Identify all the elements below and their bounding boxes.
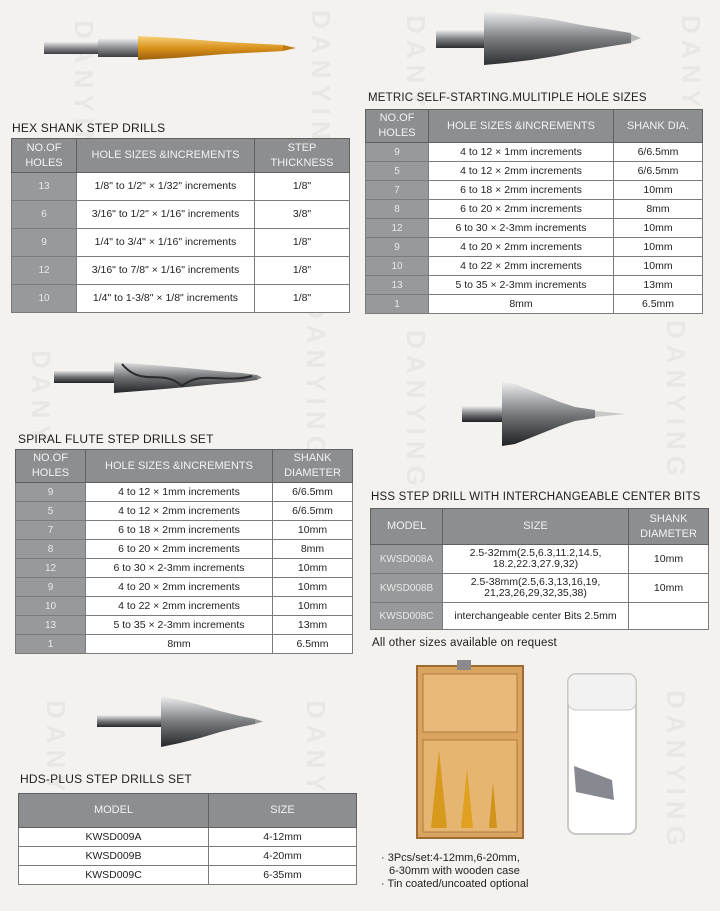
- table-cell: 9: [12, 229, 77, 257]
- table-cell: 4 to 22 × 2mm increments: [429, 257, 614, 276]
- table-cell: 2.5-38mm(2.5,6.3,13,16,19, 21,23,26,29,32,35,38): [443, 574, 629, 603]
- hds-plus-drill-image: [95, 694, 265, 749]
- table-cell: 10mm: [614, 238, 703, 257]
- table-cell: 9: [16, 578, 86, 597]
- table-cell: 10mm: [273, 597, 353, 616]
- set-note-line: 6-30mm with wooden case: [389, 865, 520, 877]
- table-cell: 4 to 12 × 1mm increments: [429, 143, 614, 162]
- table-cell: 2.5-32mm(2.5,6.3,11.2,14.5, 18.2,22.3,27.9,32): [443, 545, 629, 574]
- wooden-case-image: [417, 660, 527, 840]
- table-cell: 6 to 20 × 2mm increments: [429, 200, 614, 219]
- column-header: SHANK DIA.: [614, 110, 703, 143]
- table-cell: 6-35mm: [209, 866, 357, 885]
- table-cell: 13: [366, 276, 429, 295]
- column-header: HOLE SIZES &INCREMENTS: [86, 450, 273, 483]
- table-cell: 4 to 20 × 2mm increments: [429, 238, 614, 257]
- spiral-title: SPIRAL FLUTE STEP DRILLS SET: [18, 432, 214, 446]
- table-cell: 6 to 30 × 2-3mm increments: [86, 559, 273, 578]
- hds-title: HDS-PLUS STEP DRILLS SET: [20, 772, 192, 786]
- table-cell: 4-20mm: [209, 847, 357, 866]
- table-cell: 1: [366, 295, 429, 314]
- table-cell: 10mm: [629, 545, 709, 574]
- table-cell: KWSD009A: [19, 828, 209, 847]
- metric-step-drill-image: [436, 8, 646, 68]
- table-cell: interchangeable center Bits 2.5mm: [443, 603, 629, 630]
- spiral-table: [15, 449, 353, 654]
- column-header: SHANK DIAMETER: [273, 450, 353, 483]
- table-cell: 10: [366, 257, 429, 276]
- table-cell: 4 to 22 × 2mm increments: [86, 597, 273, 616]
- hss-title: HSS STEP DRILL WITH INTERCHANGEABLE CENTER BITS: [371, 491, 701, 503]
- watermark: [660, 690, 691, 852]
- table-cell: 1/8": [255, 257, 350, 285]
- hss-note: All other sizes available on request: [372, 637, 557, 649]
- column-header: MODEL: [371, 509, 443, 545]
- table-cell: 10mm: [273, 521, 353, 540]
- table-cell: 1/4" to 3/4" × 1/16" increments: [77, 229, 255, 257]
- table-cell: 12: [16, 559, 86, 578]
- table-cell: 8: [16, 540, 86, 559]
- table-cell: 10mm: [614, 257, 703, 276]
- plastic-tube-image: [562, 670, 642, 840]
- table-cell: 4 to 12 × 2mm increments: [86, 502, 273, 521]
- metric-table: [365, 109, 703, 314]
- table-cell: 8mm: [614, 200, 703, 219]
- table-cell: 5: [366, 162, 429, 181]
- table-cell: 1: [16, 635, 86, 654]
- table-cell: 6 to 18 × 2mm increments: [429, 181, 614, 200]
- hds-table: [18, 793, 357, 885]
- table-cell: 6 to 18 × 2mm increments: [86, 521, 273, 540]
- table-cell: 4 to 12 × 1mm increments: [86, 483, 273, 502]
- spiral-flute-drill-image: [52, 358, 272, 398]
- table-cell: 7: [366, 181, 429, 200]
- column-header: HOLE SIZES &INCREMENTS: [429, 110, 614, 143]
- hss-step-drill-image: [460, 380, 630, 450]
- column-header: NO.OF HOLES: [12, 139, 77, 173]
- table-cell: 7: [16, 521, 86, 540]
- table-cell: 8mm: [86, 635, 273, 654]
- table-cell: 13mm: [273, 616, 353, 635]
- column-header: NO.OF HOLES: [366, 110, 429, 143]
- table-cell: 6 to 30 × 2-3mm increments: [429, 219, 614, 238]
- table-cell: 13mm: [614, 276, 703, 295]
- column-header: MODEL: [19, 794, 209, 828]
- table-cell: 3/16" to 7/8" × 1/16" increments: [77, 257, 255, 285]
- hex-shank-table: [11, 138, 350, 313]
- set-note-line: · 3Pcs/set:4-12mm,6-20mm,: [381, 852, 520, 864]
- watermark: [660, 320, 691, 482]
- table-cell: 10: [16, 597, 86, 616]
- column-header: SIZE: [443, 509, 629, 545]
- table-cell: 9: [366, 238, 429, 257]
- table-cell: 8mm: [429, 295, 614, 314]
- table-cell: 10: [12, 285, 77, 313]
- column-header: HOLE SIZES &INCREMENTS: [77, 139, 255, 173]
- set-note-line: · Tin coated/uncoated optional: [381, 878, 529, 890]
- table-cell: 3/16" to 1/2" × 1/16" increments: [77, 201, 255, 229]
- column-header: NO.OF HOLES: [16, 450, 86, 483]
- table-cell: [629, 603, 709, 630]
- table-cell: 6/6.5mm: [614, 143, 703, 162]
- table-cell: 12: [366, 219, 429, 238]
- table-cell: 10mm: [273, 578, 353, 597]
- table-cell: 4-12mm: [209, 828, 357, 847]
- table-cell: 5: [16, 502, 86, 521]
- column-header: SIZE: [209, 794, 357, 828]
- table-cell: 12: [12, 257, 77, 285]
- table-cell: 1/4" to 1-3/8" × 1/8" increments: [77, 285, 255, 313]
- table-cell: KWSD008B: [371, 574, 443, 603]
- table-cell: 13: [16, 616, 86, 635]
- table-cell: 1/8": [255, 285, 350, 313]
- table-cell: 1/8": [255, 229, 350, 257]
- watermark: [300, 300, 331, 462]
- table-cell: 4 to 12 × 2mm increments: [429, 162, 614, 181]
- table-cell: 3/8": [255, 201, 350, 229]
- table-cell: KWSD009B: [19, 847, 209, 866]
- column-header: STEP THICKNESS: [255, 139, 350, 173]
- table-cell: 8mm: [273, 540, 353, 559]
- table-cell: 6 to 20 × 2mm increments: [86, 540, 273, 559]
- table-cell: 1/8" to 1/2" × 1/32" increments: [77, 173, 255, 201]
- table-cell: 5 to 35 × 2-3mm increments: [429, 276, 614, 295]
- table-cell: 6/6.5mm: [614, 162, 703, 181]
- table-cell: 6.5mm: [614, 295, 703, 314]
- hss-table: [370, 508, 709, 630]
- table-cell: 5 to 35 × 2-3mm increments: [86, 616, 273, 635]
- table-cell: 13: [12, 173, 77, 201]
- metric-title: METRIC SELF-STARTING.MULITIPLE HOLE SIZES: [368, 92, 647, 104]
- table-cell: 10mm: [614, 181, 703, 200]
- table-cell: 8: [366, 200, 429, 219]
- table-cell: KWSD008C: [371, 603, 443, 630]
- table-cell: 4 to 20 × 2mm increments: [86, 578, 273, 597]
- table-cell: 6: [12, 201, 77, 229]
- table-cell: 9: [366, 143, 429, 162]
- table-cell: 1/8": [255, 173, 350, 201]
- hex-shank-drill-image: [40, 30, 300, 70]
- column-header: SHANK DIAMETER: [629, 509, 709, 545]
- hex-shank-title: HEX SHANK STEP DRILLS: [12, 121, 166, 135]
- table-cell: 9: [16, 483, 86, 502]
- table-cell: 10mm: [629, 574, 709, 603]
- table-cell: 6.5mm: [273, 635, 353, 654]
- table-cell: KWSD008A: [371, 545, 443, 574]
- table-cell: 6/6.5mm: [273, 502, 353, 521]
- table-cell: 10mm: [273, 559, 353, 578]
- watermark: [400, 330, 431, 492]
- table-cell: 6/6.5mm: [273, 483, 353, 502]
- table-cell: KWSD009C: [19, 866, 209, 885]
- table-cell: 10mm: [614, 219, 703, 238]
